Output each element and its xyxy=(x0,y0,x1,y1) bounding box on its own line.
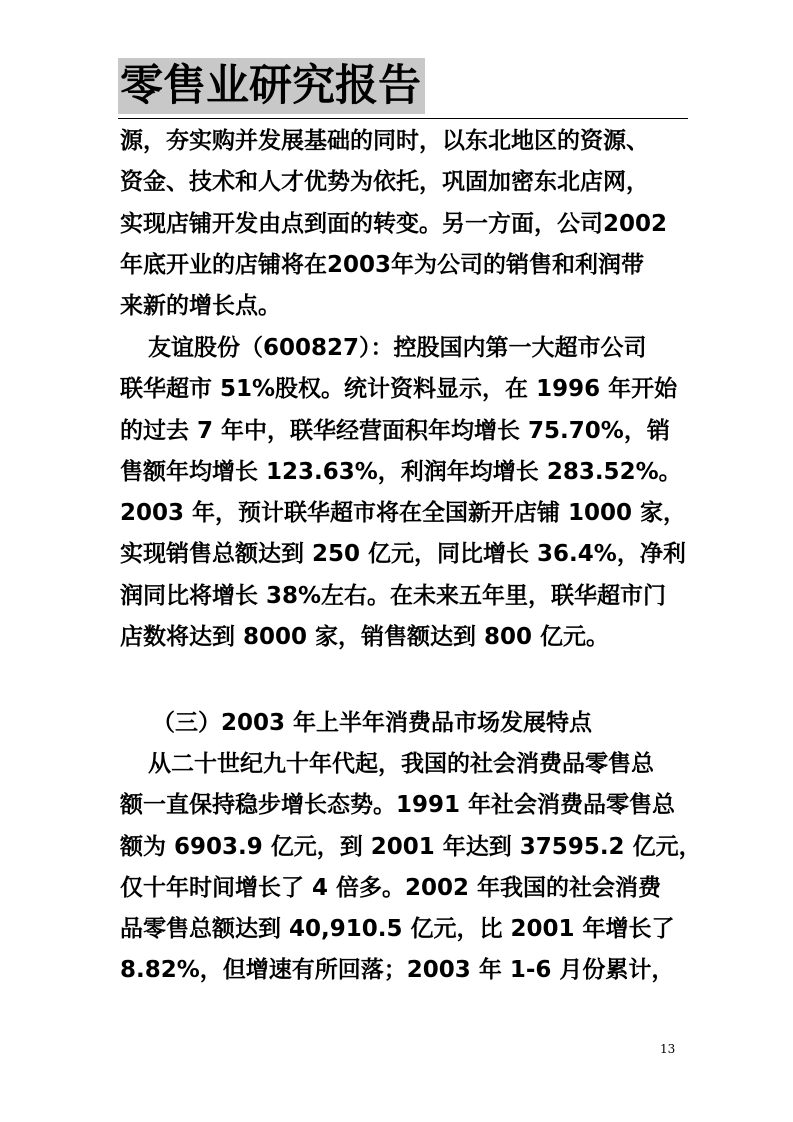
text-line: 实现店铺开发由点到面的转变。另一方面，公司2002 xyxy=(120,210,668,237)
text-line: 联华超市 51%股权。统计资料显示，在 1996 年开始 xyxy=(120,376,678,403)
text-line: 来新的增长点。 xyxy=(120,293,281,320)
paragraph-3 xyxy=(120,744,702,992)
section-heading xyxy=(120,703,680,744)
paragraph-1 xyxy=(120,121,680,327)
text-line: 仅十年时间增长了 4 倍多。2002 年我国的社会消费 xyxy=(120,874,662,901)
text-line: 润同比将增长 38%左右。在未来五年里，联华超市门 xyxy=(120,582,667,609)
text-line: 资金、技术和人才优势为依托，巩固加密东北店网， xyxy=(120,169,649,196)
section-heading-text: （三）2003 年上半年消费品市场发展特点 xyxy=(152,710,593,736)
text-line: 品零售总额达到 40,910.5 亿元，比 2001 年增长了 xyxy=(120,916,675,943)
text-line: 友谊股份（600827）：控股国内第一大超市公司 xyxy=(148,335,647,361)
paragraph-2 xyxy=(120,328,687,658)
text-line: 额一直保持稳步增长态势。1991 年社会消费品零售总 xyxy=(120,792,676,819)
text-line: 额为 6903.9 亿元，到 2001 年达到 37595.2 亿元， xyxy=(120,833,702,860)
text-line: 的过去 7 年中，联华经营面积年均增长 75.70%，销 xyxy=(120,417,670,444)
text-line: 8.82%，但增速有所回落；2003 年 1-6 月份累计， xyxy=(120,957,675,984)
text-line: 实现销售总额达到 250 亿元，同比增长 36.4%，净利 xyxy=(120,541,686,568)
text-line: 2003 年，预计联华超市将在全国新开店铺 1000 家， xyxy=(120,500,687,527)
report-header-title: 零售业研究报告 xyxy=(118,58,425,114)
text-line: 从二十世纪九十年代起，我国的社会消费品零售总 xyxy=(148,751,654,777)
text-line: 售额年均增长 123.63%，利润年均增长 283.52%。 xyxy=(120,458,682,485)
text-line: 源，夯实购并发展基础的同时，以东北地区的资源、 xyxy=(120,128,649,154)
text-line: 年底开业的店铺将在2003年为公司的销售和利润带 xyxy=(120,251,645,278)
text-line: 店数将达到 8000 家，销售额达到 800 亿元。 xyxy=(120,624,610,651)
header-divider xyxy=(118,118,688,119)
page-number: 13 xyxy=(660,1042,676,1056)
